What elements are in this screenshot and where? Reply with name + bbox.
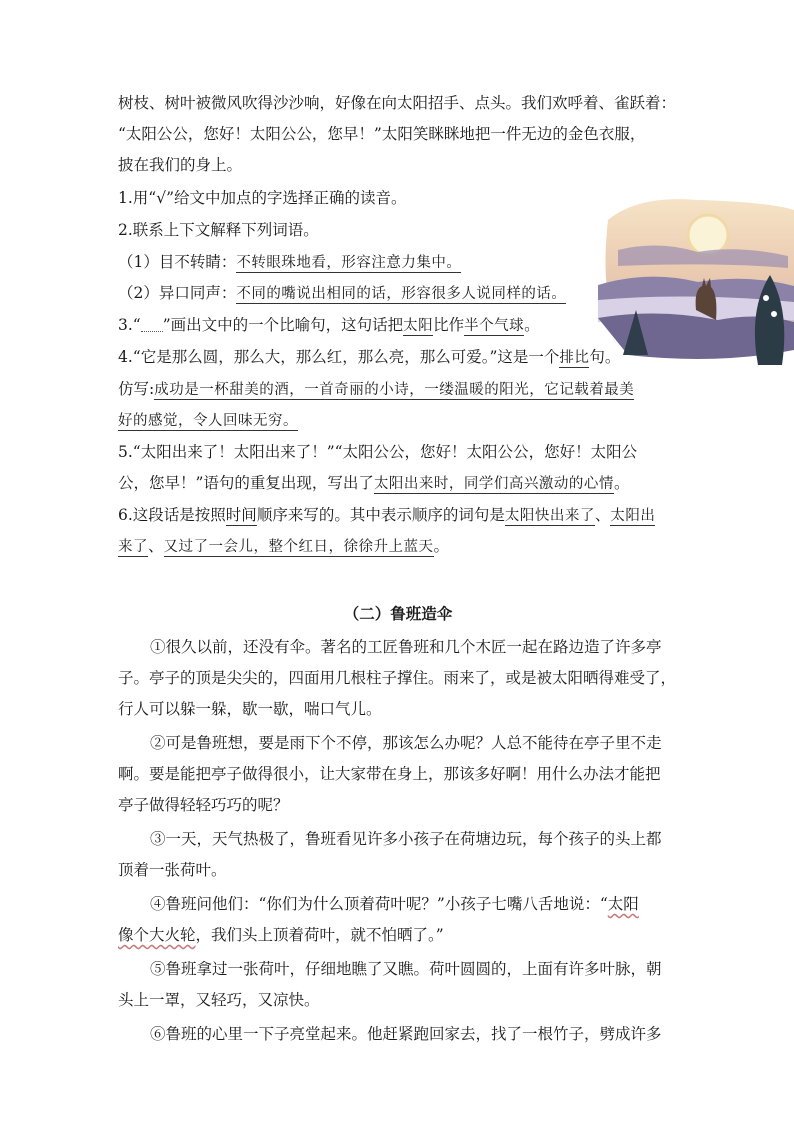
question-4-imitate-line2 xyxy=(118,409,298,432)
q3-answer-2: 半个气球 xyxy=(464,318,525,334)
p2-line-8 xyxy=(150,893,639,915)
p2-line-3: ②可是鲁班想，要是雨下个不停，那该怎么办呢？人总不能待在亭子里不走 xyxy=(150,734,662,752)
p2-line-0: ①很久以前，还没有伞。著名的工匠鲁班和几个木匠一起在路边造了许多亭 xyxy=(150,638,662,656)
question-2-1 xyxy=(118,251,461,274)
q6-mid: 顺序来写的。其中表示顺序的词句是 xyxy=(256,506,505,524)
question-5-line2 xyxy=(118,472,629,495)
question-2-2 xyxy=(118,282,566,305)
p2-line-11: 头上一罩，又轻巧，又凉快。 xyxy=(118,991,320,1009)
p2-line-4: 啊。要是能把亭子做得很小，让大家带在身上，那该多好啊！用什么办法才能把 xyxy=(118,765,661,783)
q4-answer: 排比 xyxy=(559,350,590,366)
p2-line-12: ⑥鲁班的心里一下子亮堂起来。他赶紧跑回家去，找了一根竹子，劈成许多 xyxy=(150,1025,662,1043)
q6-answer-1: 时间 xyxy=(225,506,257,524)
p2-wavy-2: 像个大火轮 xyxy=(118,926,196,944)
snow-dot xyxy=(771,311,777,317)
q2a-answer: 不转眼珠地看，形容注意力集中。 xyxy=(236,255,462,271)
q5-answer: 太阳出来时，同学们高兴激动的心情 xyxy=(373,476,614,492)
question-1: 1.用“√”给文中加点的字选择正确的读音。 xyxy=(118,189,407,207)
p2-wavy-1: 太阳 xyxy=(607,895,639,913)
question-4 xyxy=(118,346,620,369)
q6-prefix: 6.这段话是按照 xyxy=(118,506,226,524)
q3-mid: 比作 xyxy=(433,316,465,334)
p2-line-7: 顶着一张荷叶。 xyxy=(118,861,227,879)
sun-icon xyxy=(688,215,728,255)
question-6-line1 xyxy=(118,504,655,527)
section-title: （二）鲁班造伞 xyxy=(343,605,453,623)
p2-line-5: 亭子做得轻轻巧巧的呢？ xyxy=(118,796,289,814)
passage1-line3: 披在我们的身上。 xyxy=(118,156,243,174)
question-5-line1: 5.“太阳出来了！太阳出来了！”“太阳公公，您好！太阳公公，您好！太阳公 xyxy=(118,443,638,461)
q5-line2: 公，您早！”语句的重复出现，写出了 xyxy=(118,474,374,492)
q6-answer-5: 又过了一会儿，整个红日，徐徐升上蓝天 xyxy=(163,539,434,555)
p2-line-9-rest: ，我们头上顶着荷叶，就不怕晒了。” xyxy=(195,926,444,944)
question-4-imitate xyxy=(118,378,634,401)
passage1-line1: 树枝、树叶被微风吹得沙沙响，好像在向太阳招手、点头。我们欢呼着、雀跃着： xyxy=(118,94,677,112)
snow-dot xyxy=(763,295,769,301)
q6-answer-3: 太阳出 xyxy=(610,508,656,524)
q4-text: 4.“它是那么圆，那么大，那么红，那么亮，那么可爱。”这是一个 xyxy=(118,348,560,366)
landscape-illustration xyxy=(598,190,794,370)
p2-line-9 xyxy=(118,924,444,946)
q3-suffix: ”画出文中的一个比喻句，这句话把 xyxy=(162,316,404,334)
q4b-label: 仿写: xyxy=(118,380,155,398)
p2-line-8-text: ④鲁班问他们：“你们为什么顶着荷叶呢？”小孩子七嘴八舌地说：“ xyxy=(150,895,608,913)
q6-sep2: 、 xyxy=(148,537,164,555)
q4-end: 句。 xyxy=(589,348,621,366)
p2-line-6: ③一天，天气热极了，鲁班看见许多小孩子在荷塘边玩，每个孩子的头上都 xyxy=(150,830,662,848)
p2-line-1: 子。亭子的顶是尖尖的，四面用几根柱子撑住。雨来了，或是被太阳晒得难受了， xyxy=(118,669,677,687)
q6-answer-4: 来了 xyxy=(118,539,148,555)
p2-line-10: ⑤鲁班拿过一张荷叶，仔细地瞧了又瞧。荷叶圆圆的，上面有许多叶脉，朝 xyxy=(150,960,662,978)
wavy-mark xyxy=(141,321,163,332)
q2b-answer: 不同的嘴说出相同的话，形容很多人说同样的话。 xyxy=(236,286,567,302)
q3-prefix: 3.“ xyxy=(118,316,141,334)
p2-line-2: 行人可以躲一躲，歇一歇，喘口气儿。 xyxy=(118,700,382,718)
passage1-line2: “太阳公公，您好！太阳公公，您早！”太阳笑眯眯地把一件无边的金色衣服， xyxy=(118,125,646,143)
q6-sep: 、 xyxy=(594,506,611,524)
q5-end: 。 xyxy=(613,474,630,492)
q2b-label: （2）异口同声： xyxy=(118,284,237,302)
q3-end: 。 xyxy=(524,316,540,334)
question-6-line2 xyxy=(118,535,449,558)
q4b-answer-line1: 成功是一杯甜美的酒，一首奇丽的小诗，一缕温暖的阳光，它记载着最美 xyxy=(154,382,635,398)
q4b-answer-line2: 好的感觉，令人回味无穷。 xyxy=(118,413,298,429)
q3-answer-1: 太阳 xyxy=(403,318,434,334)
question-2: 2.联系上下文解释下列词语。 xyxy=(118,221,319,239)
q2a-label: （1）目不转睛： xyxy=(118,253,237,271)
q6-end: 。 xyxy=(433,537,450,555)
question-3 xyxy=(118,314,540,337)
q6-answer-2: 太阳快出来了 xyxy=(504,508,595,524)
